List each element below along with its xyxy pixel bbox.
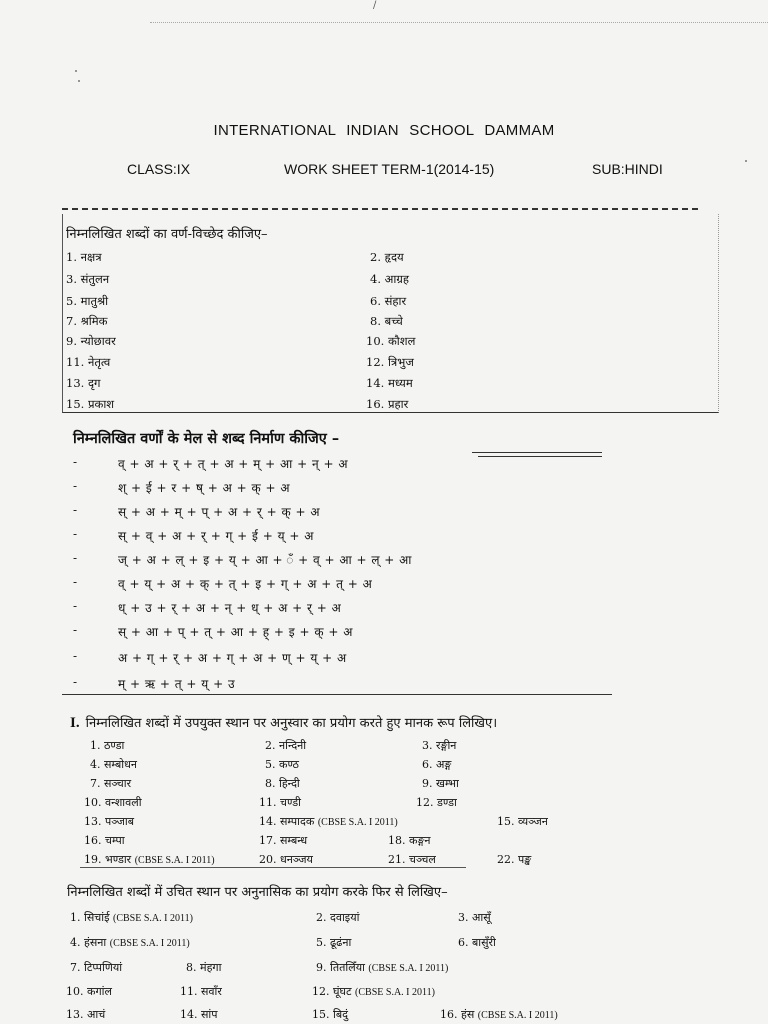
combo-line: स् + अ + म् + प् + अ + र् + क् + अ — [118, 505, 321, 519]
combo-dash: - — [73, 527, 78, 541]
list-item: 1. ठण्डा — [90, 739, 125, 752]
list-item: 1. नक्षत्र — [66, 250, 102, 264]
combo-dash: - — [73, 479, 78, 493]
cbse-note: (CBSE S.A. I 2011) — [477, 1010, 558, 1021]
combo-dash: - — [73, 649, 78, 663]
combo-line: म् + ऋ + त् + य् + उ — [118, 677, 236, 691]
combo-dash: - — [73, 623, 78, 637]
school-name: INTERNATIONAL INDIAN SCHOOL DAMMAM — [213, 122, 555, 139]
list-item: 13. दृग — [66, 376, 101, 390]
combo-line: व् + य् + अ + क् + त् + इ + ग् + अ + त् + अ — [118, 577, 373, 591]
list-item-text: 4. हंसना — [70, 936, 107, 949]
worksheet-title: WORK SHEET TERM-1(2014-15) — [284, 161, 495, 177]
list-item: 12. डण्डा — [416, 796, 457, 809]
subject-label: SUB:HINDI — [592, 161, 663, 177]
list-item: 8. हिन्दी — [265, 777, 300, 790]
list-item: 8. बच्चे — [370, 314, 403, 328]
list-item-text: 14. सम्पादक — [259, 815, 315, 828]
list-item: 3. रङ्गीन — [422, 739, 457, 752]
cbse-note: (CBSE S.A. I 2011) — [355, 987, 435, 998]
header-divider — [62, 208, 698, 210]
list-item: 15. व्यञ्जन — [497, 815, 548, 828]
list-item: 2. हृदय — [370, 250, 404, 264]
list-item-text: 19. भण्डार — [84, 853, 132, 866]
list-item: 18. कङ्गन — [388, 834, 431, 847]
list-item: 9. खम्भा — [422, 777, 459, 790]
list-item: 16. प्रहार — [366, 397, 409, 411]
list-item: 21. चञ्चल — [388, 853, 436, 866]
list-item: 11. नेतृत्व — [66, 355, 111, 369]
list-item-text: 1. सिचांई — [70, 911, 110, 924]
list-item: 15. प्रकाश — [66, 397, 115, 411]
section3-heading — [70, 713, 497, 732]
combo-dash: - — [73, 455, 78, 469]
list-item: 16. चम्पा — [84, 834, 125, 847]
list-item: 11. सवाँर — [180, 985, 222, 998]
combo-dash: - — [73, 675, 78, 689]
section3-heading-text: निम्नलिखित शब्दों में उपयुक्त स्थान पर अनुस्वार का प्रयोग करते हुए मानक रूप लिखिए। — [85, 716, 498, 731]
list-item: 13. पञ्जाब — [84, 815, 135, 828]
list-item: 7. सञ्चार — [90, 777, 132, 790]
list-item: 22. पङ्ख — [497, 853, 532, 866]
list-item: 14. मध्यम — [366, 376, 413, 390]
combo-dash: - — [73, 503, 78, 517]
list-item: 9. न्योछावर — [66, 334, 116, 348]
combo-dash: - — [73, 575, 78, 589]
list-item-text: 16. हंस — [440, 1008, 475, 1021]
list-item: 7. श्रमिक — [66, 314, 108, 328]
list-item — [440, 1007, 558, 1022]
cbse-note: (CBSE S.A. I 2011) — [368, 963, 449, 974]
list-item — [316, 960, 448, 975]
list-item: 17. सम्बन्ध — [259, 834, 308, 847]
list-item: 5. मातुश्री — [66, 294, 109, 308]
combo-line: श् + ई + र + ष् + अ + क् + अ — [118, 481, 291, 495]
section3-numeral: I. — [70, 715, 80, 731]
list-item: 6. अङ्ग — [422, 758, 452, 771]
list-item: 10. कौशल — [366, 334, 416, 348]
list-item: 10. कगांल — [66, 985, 112, 998]
combo-line: ज् + अ + ल् + इ + य् + आ + ँ + व् + आ + ल् + आ — [118, 553, 412, 567]
scan-mark: / — [373, 0, 377, 11]
combo-line: अ + ग् + र् + अ + ग् + अ + ण् + य् + अ — [118, 651, 347, 665]
combo-dash: - — [73, 599, 78, 613]
list-item: 2. दवाइयां — [316, 911, 360, 924]
list-item: 13. आचं — [66, 1008, 106, 1021]
list-item-text: 12. घूंघट — [312, 985, 352, 998]
list-item: 4. सम्बोधन — [90, 758, 138, 771]
section2-heading: निम्नलिखित वर्णों के मेल से शब्द निर्माण कीजिए – — [73, 431, 340, 447]
list-item-text: 9. तितलिँया — [316, 961, 365, 974]
combo-line: स् + आ + प् + त् + आ + ह् + इ + क् + अ — [118, 625, 353, 639]
cbse-note: (CBSE S.A. I 2011) — [317, 817, 398, 828]
list-item: 15. बिदुं — [312, 1008, 348, 1021]
list-item: 2. नन्दिनी — [265, 739, 307, 752]
list-item: 10. वन्शावली — [84, 796, 142, 809]
section4-heading: निम्नलिखित शब्दों में उचित स्थान पर अनुनासिक का प्रयोग करके फिर से लिखिए– — [67, 885, 448, 900]
section1-heading: निम्नलिखित शब्दों का वर्ण-विच्छेद कीजिए– — [66, 227, 268, 242]
list-item: 12. त्रिभुज — [366, 355, 414, 369]
list-item — [312, 984, 435, 999]
list-item: 3. आसूँ — [458, 911, 491, 924]
list-item — [259, 814, 398, 829]
list-item — [70, 910, 193, 925]
list-item: 8. मंहगा — [186, 961, 222, 974]
list-item — [84, 852, 215, 867]
section2-rule — [62, 694, 612, 695]
combo-line: व् + अ + र् + त् + अ + म् + आ + न् + अ — [118, 457, 348, 471]
list-item: 6. संहार — [370, 294, 407, 308]
cbse-note: (CBSE S.A. I 2011) — [134, 855, 215, 866]
list-item: 20. धनञ्जय — [259, 853, 313, 866]
list-item: 5. कण्ठ — [265, 758, 299, 771]
list-item: 7. टिप्पणियां — [70, 961, 123, 974]
list-item: 4. आग्रह — [370, 272, 409, 286]
cbse-note: (CBSE S.A. I 2011) — [109, 938, 190, 949]
list-item: 11. चण्डी — [259, 796, 301, 809]
list-item: 5. ढूढंना — [316, 936, 352, 949]
list-item: 3. संतुलन — [66, 272, 110, 286]
combo-line: स् + व् + अ + र् + ग् + ई + य् + अ — [118, 529, 314, 543]
class-label: CLASS:IX — [127, 161, 191, 177]
list-item — [70, 935, 190, 950]
section3-rule — [80, 867, 466, 868]
combo-dash: - — [73, 551, 78, 565]
combo-line: ध् + उ + र् + अ + न् + ध् + अ + र् + अ — [118, 601, 342, 615]
cbse-note: (CBSE S.A. I 2011) — [113, 913, 193, 924]
list-item: 14. सांप — [180, 1008, 218, 1021]
list-item: 6. बासुँरी — [458, 936, 496, 949]
